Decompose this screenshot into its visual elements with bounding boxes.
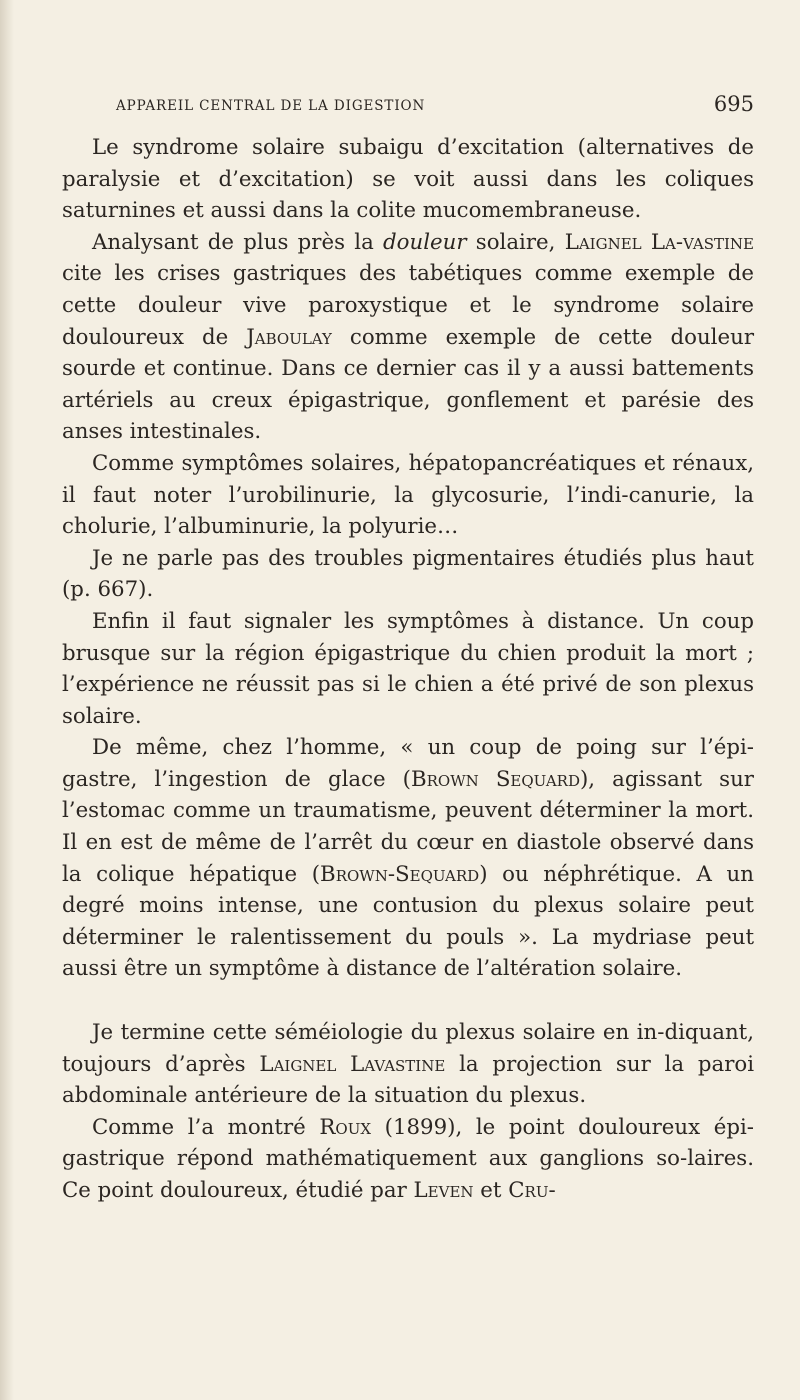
author-name: Laignel La-vastine bbox=[564, 229, 754, 255]
p6-text-c: ) ou néphrétique. A un degré moins intense, une contusion du plexus solaire peut déterminer le ralentissement du pouls ». La mydriase peut aussi être un symptôme à distance de l’altération solaire. bbox=[62, 861, 754, 982]
p7-text-a: Je termine cette séméiologie du plexus solaire en in-diquant, toujours d’après bbox=[62, 1020, 754, 1077]
p2-text-c: cite les crises gastriques des tabétiques comme exemple de cette douleur vive paroxystique et le syndrome solaire douloureux de bbox=[62, 261, 754, 350]
p7-text-b: la projection sur la paroi abdominale antérieure de la situation du plexus. bbox=[62, 1051, 755, 1109]
paragraph-6 bbox=[62, 732, 754, 985]
paragraph-1 bbox=[62, 132, 754, 227]
author-name: Leven bbox=[413, 1178, 474, 1203]
p1-text: Le syndrome solaire subaigu d’excitation (alternatives de paralysie et d’excitation) se voit aussi dans les coliques saturnines et aussi dans la colite mucomembraneuse. bbox=[62, 135, 754, 224]
author-name: Brown Sequard bbox=[410, 766, 580, 792]
p6-text-a: De même, chez l’homme, « un coup de poing sur l’épi-gastre, l’ingestion de glace ( bbox=[62, 735, 754, 792]
page-header bbox=[62, 94, 754, 122]
running-head: APPAREIL CENTRAL DE LA DIGESTION bbox=[116, 98, 426, 114]
paragraph-4 bbox=[62, 543, 754, 606]
p6-text-b: ), agissant sur l’estomac comme un traumatisme, peuvent déterminer la mort. Il en est de même de l’arrêt du cœur en diastole observé dans la colique hépatique ( bbox=[62, 766, 754, 887]
p8-text-b: (1899), le point douloureux épi-gastrique répond mathématiquement aux ganglions so-laires. Ce point douloureux, étudié par bbox=[62, 1114, 754, 1203]
author-name: Laignel Lavastine bbox=[259, 1051, 446, 1077]
author-name: Jaboulay bbox=[246, 324, 332, 350]
p2-emphasis: douleur bbox=[383, 229, 467, 255]
p4-text: Je ne parle pas des troubles pigmentaires étudiés plus haut (p. 667). bbox=[62, 545, 754, 603]
paragraph-2 bbox=[62, 227, 754, 448]
p2-text-d: comme exemple de cette douleur sourde et continue. Dans ce dernier cas il y a aussi battements artériels au creux épigastrique, gonflement et parésie des anses intestinales. bbox=[62, 324, 754, 445]
p3-text: Comme symptômes solaires, hépatopancréatiques et rénaux, il faut noter l’urobilinurie, la glycosurie, l’indi-canurie, la cholurie, l’albuminurie, la polyurie… bbox=[62, 450, 754, 540]
paragraph-5 bbox=[62, 606, 754, 732]
p8-text-c: et bbox=[473, 1178, 509, 1203]
page-number: 695 bbox=[713, 92, 754, 116]
p2-text-b: solaire, bbox=[466, 229, 565, 255]
p5-text: Enfin il faut signaler les symptômes à distance. Un coup brusque sur la région épigastrique du chien produit la mort ; l’expérience ne réussit pas si le chien a été privé de son plexus solaire. bbox=[62, 608, 754, 729]
p2-text-a: Analysant de plus près la bbox=[92, 229, 384, 255]
author-name: Roux bbox=[319, 1114, 372, 1140]
paragraph-7 bbox=[62, 1017, 754, 1112]
book-page bbox=[62, 94, 754, 1207]
page-edge-shadow bbox=[0, 0, 14, 1400]
paragraph-3 bbox=[62, 448, 754, 543]
author-name: Cru- bbox=[508, 1178, 556, 1203]
author-name: Brown-Sequard bbox=[320, 861, 480, 887]
paragraph-8 bbox=[62, 1112, 754, 1207]
p8-text-a: Comme l’a montré bbox=[92, 1114, 320, 1140]
